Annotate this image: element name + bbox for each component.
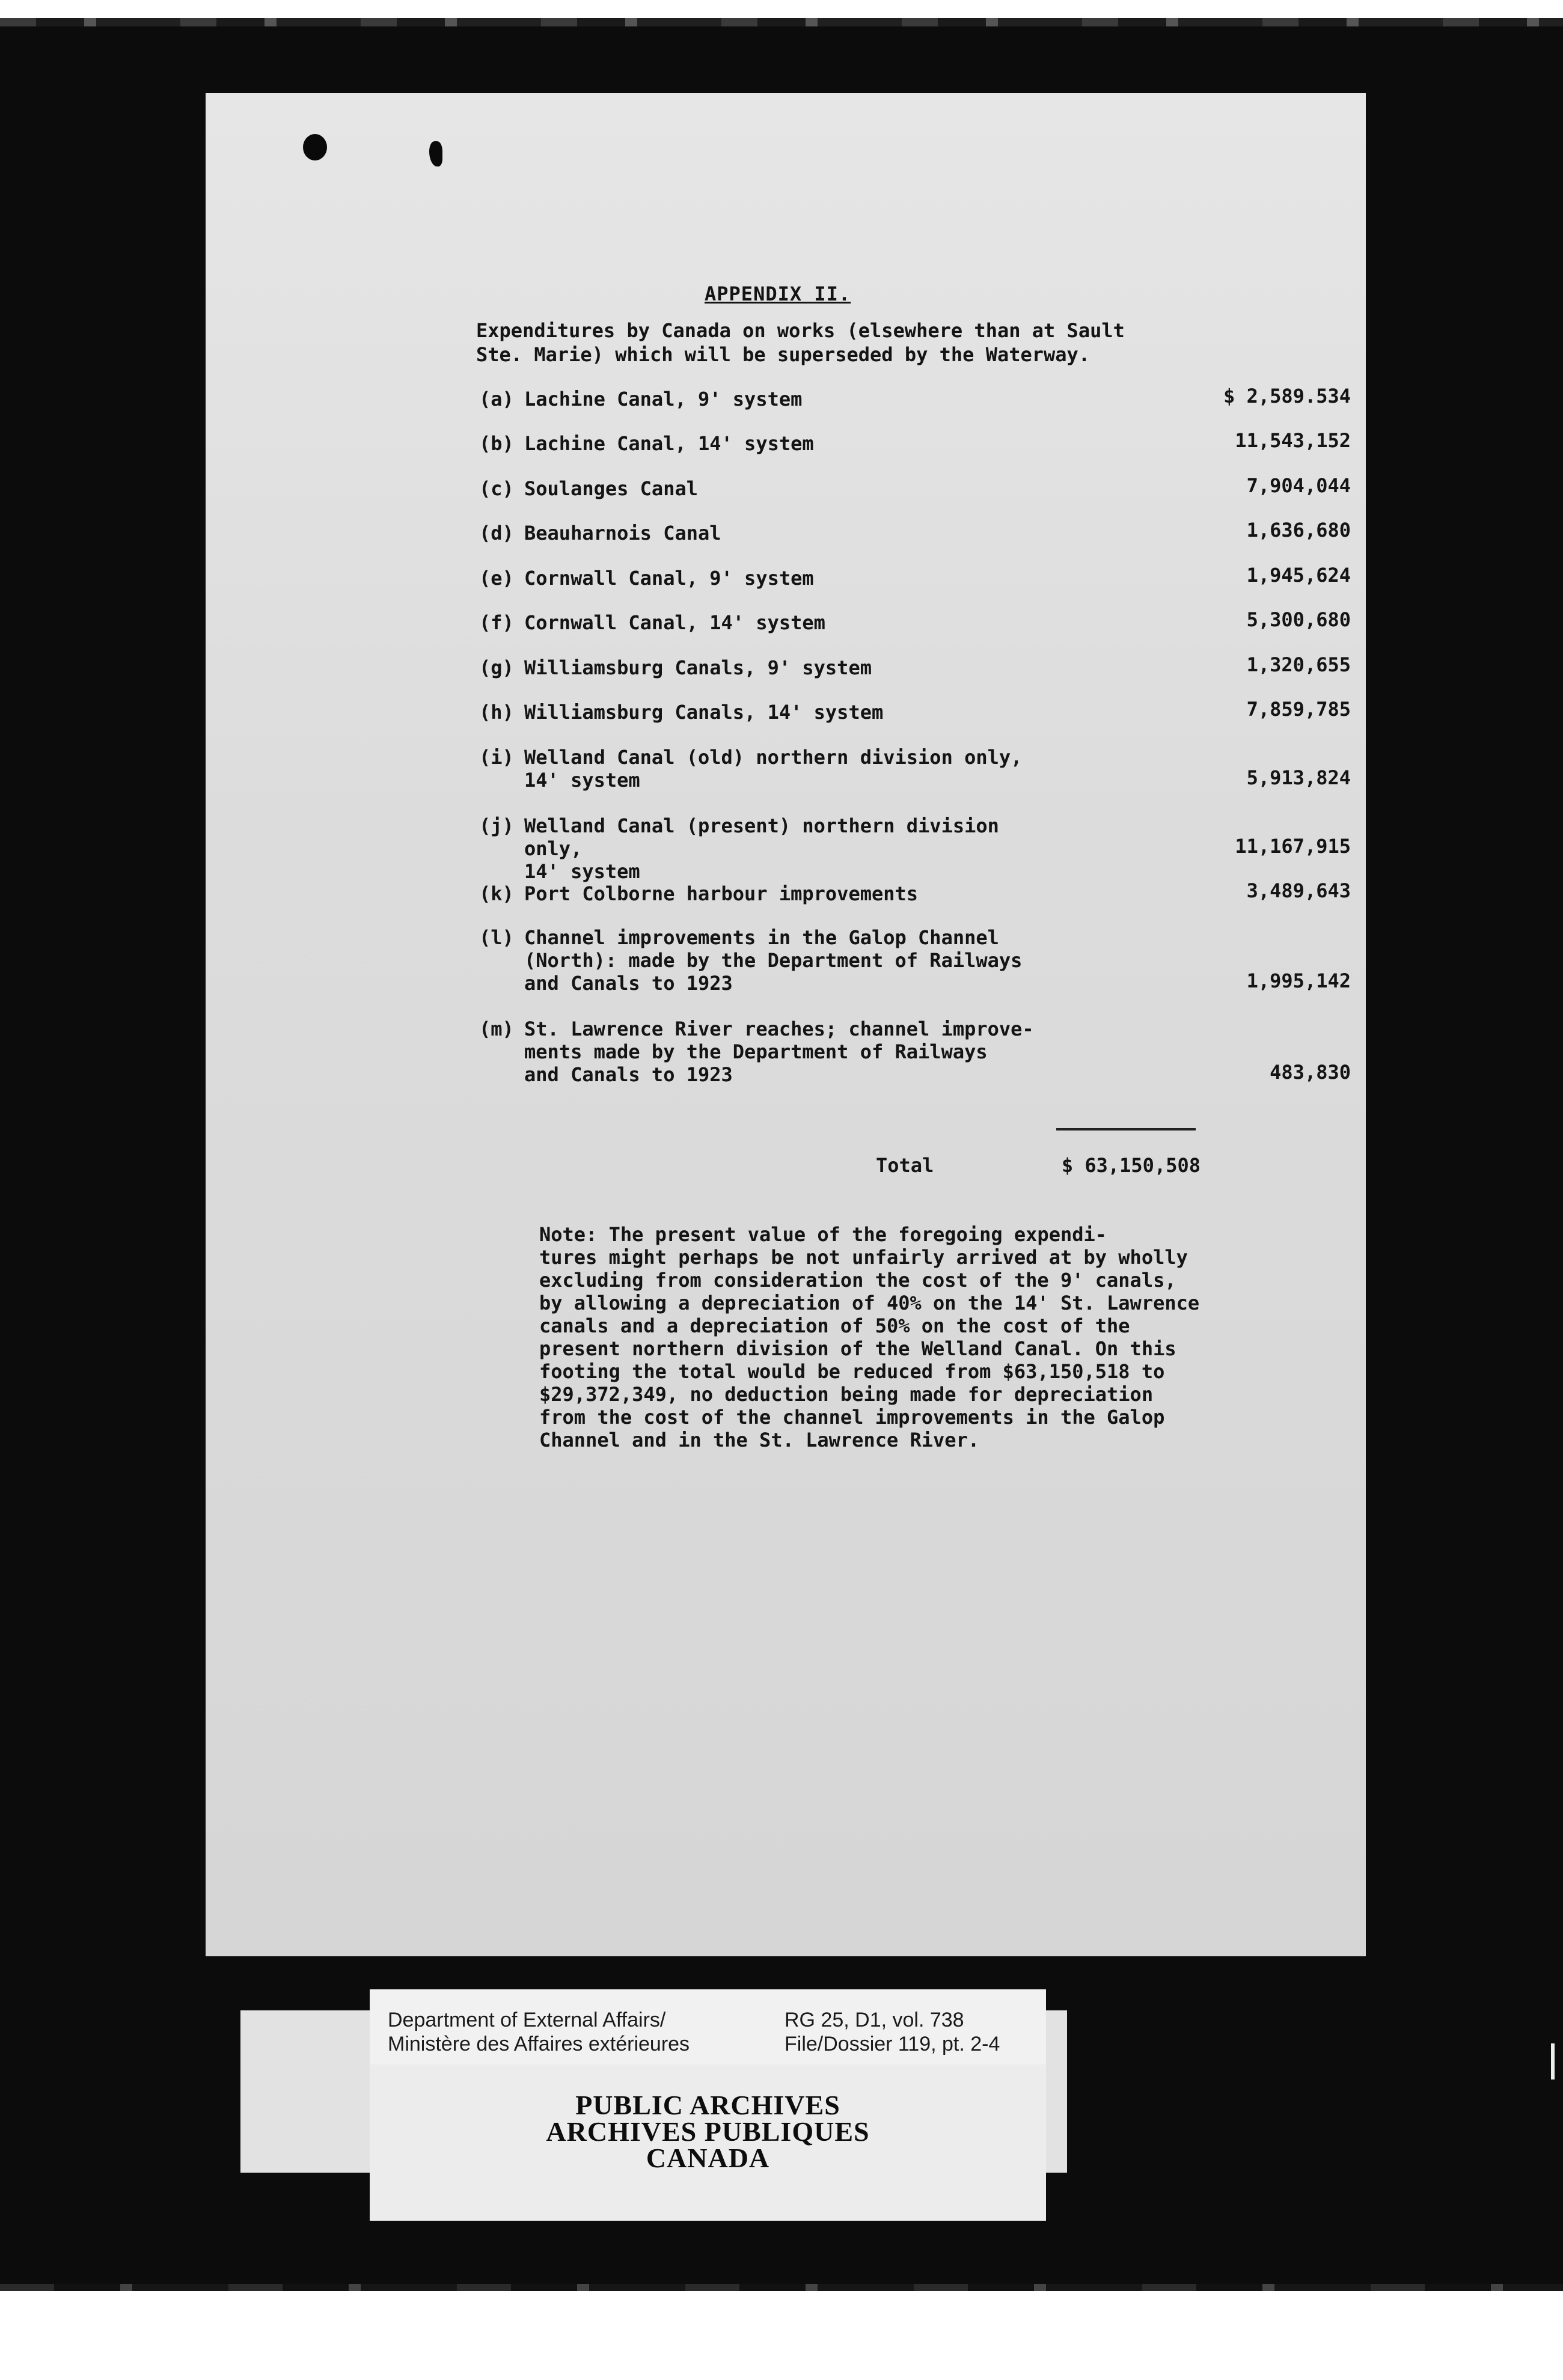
intro-paragraph: Expenditures by Canada on works (elsewhere than at Sault Ste. Marie) which will be superseded by the Waterway.	[476, 319, 1125, 366]
archives-line-3: CANADA	[646, 2143, 770, 2173]
appendix-heading: APPENDIX II.	[705, 282, 851, 305]
item-description: Port Colborne harbour improvements	[524, 882, 919, 905]
department-en: Department of External Affairs/	[388, 2009, 666, 2031]
record-group-reference: RG 25, D1, vol. 738	[785, 2009, 964, 2031]
total-label: Total	[876, 1154, 934, 1177]
item-label: (f)	[479, 611, 514, 634]
item-description: Channel improvements in the Galop Channel (North): made by the Department of Railways and Canals to 1923	[524, 926, 1023, 995]
document-page	[206, 93, 1366, 1956]
item-description: Cornwall Canal, 14' system	[524, 611, 825, 634]
item-amount: 7,904,044	[1246, 474, 1351, 497]
film-edge-top	[0, 18, 1563, 26]
archives-line-2: ARCHIVES PUBLIQUES	[546, 2116, 870, 2147]
item-amount: 483,830	[1270, 1061, 1351, 1084]
item-description: Welland Canal (old) northern division only, 14' system	[524, 746, 1023, 792]
ink-mark	[429, 141, 442, 166]
item-label: (c)	[479, 477, 514, 500]
department-fr: Ministère des Affaires extérieures	[388, 2033, 690, 2055]
item-label: (g)	[479, 656, 514, 679]
item-amount: 7,859,785	[1246, 698, 1351, 721]
item-description: Williamsburg Canals, 9' system	[524, 656, 872, 679]
item-description: Soulanges Canal	[524, 477, 698, 500]
item-label: (h)	[479, 701, 514, 724]
item-label: (m)	[479, 1018, 514, 1040]
item-description: Welland Canal (present) northern division only, 14' system	[524, 814, 999, 883]
item-label: (i)	[479, 746, 514, 769]
item-label: (d)	[479, 522, 514, 545]
item-label: (b)	[479, 432, 514, 455]
item-amount: 11,543,152	[1235, 429, 1351, 452]
ink-blot	[303, 134, 327, 160]
item-amount: 1,320,655	[1246, 653, 1351, 676]
item-description: Lachine Canal, 9' system	[524, 388, 803, 410]
file-reference: File/Dossier 119, pt. 2-4	[785, 2033, 1000, 2055]
item-label: (l)	[479, 926, 514, 949]
item-label: (j)	[479, 814, 514, 837]
total-rule	[1056, 1128, 1196, 1130]
item-amount: 5,300,680	[1246, 608, 1351, 631]
film-edge-mark	[1551, 2043, 1555, 2079]
item-amount: 5,913,824	[1246, 766, 1351, 789]
item-amount: $ 2,589.534	[1223, 385, 1351, 407]
item-amount: 1,995,142	[1246, 969, 1351, 992]
item-description: St. Lawrence River reaches; channel improve- ments made by the Department of Railways and Canals to 1923	[524, 1018, 1034, 1086]
item-description: Williamsburg Canals, 14' system	[524, 701, 884, 724]
item-description: Cornwall Canal, 9' system	[524, 567, 814, 590]
item-amount: 1,945,624	[1246, 564, 1351, 587]
note-paragraph: Note: The present value of the foregoing expendi- tures might perhaps be not unfairly arrived at by wholly excluding from consideration the cost of the 9' canals, by allowing a depreciation of 40% on the 14' St. Lawrence canals and a depreciation of 50% on the cost of the present northern division of the Welland Canal. On this footing the total would be reduced from $63,150,518 to $29,372,349, no deduction being made for depreciation from the cost of the channel improvements in the Galop Channel and in the St. Lawrence River.	[539, 1223, 1200, 1451]
item-description: Lachine Canal, 14' system	[524, 432, 814, 455]
item-label: (k)	[479, 882, 514, 905]
item-label: (e)	[479, 567, 514, 590]
archive-reference-label	[370, 1989, 1046, 2064]
item-amount: 3,489,643	[1246, 879, 1351, 902]
item-label: (a)	[479, 388, 514, 410]
archives-stamp	[370, 2064, 1046, 2221]
film-edge-bottom	[0, 2284, 1563, 2291]
total-amount: $ 63,150,508	[1061, 1154, 1201, 1177]
item-description: Beauharnois Canal	[524, 522, 721, 545]
archives-line-1: PUBLIC ARCHIVES	[575, 2090, 840, 2120]
item-amount: 11,167,915	[1235, 835, 1351, 858]
item-amount: 1,636,680	[1246, 519, 1351, 542]
